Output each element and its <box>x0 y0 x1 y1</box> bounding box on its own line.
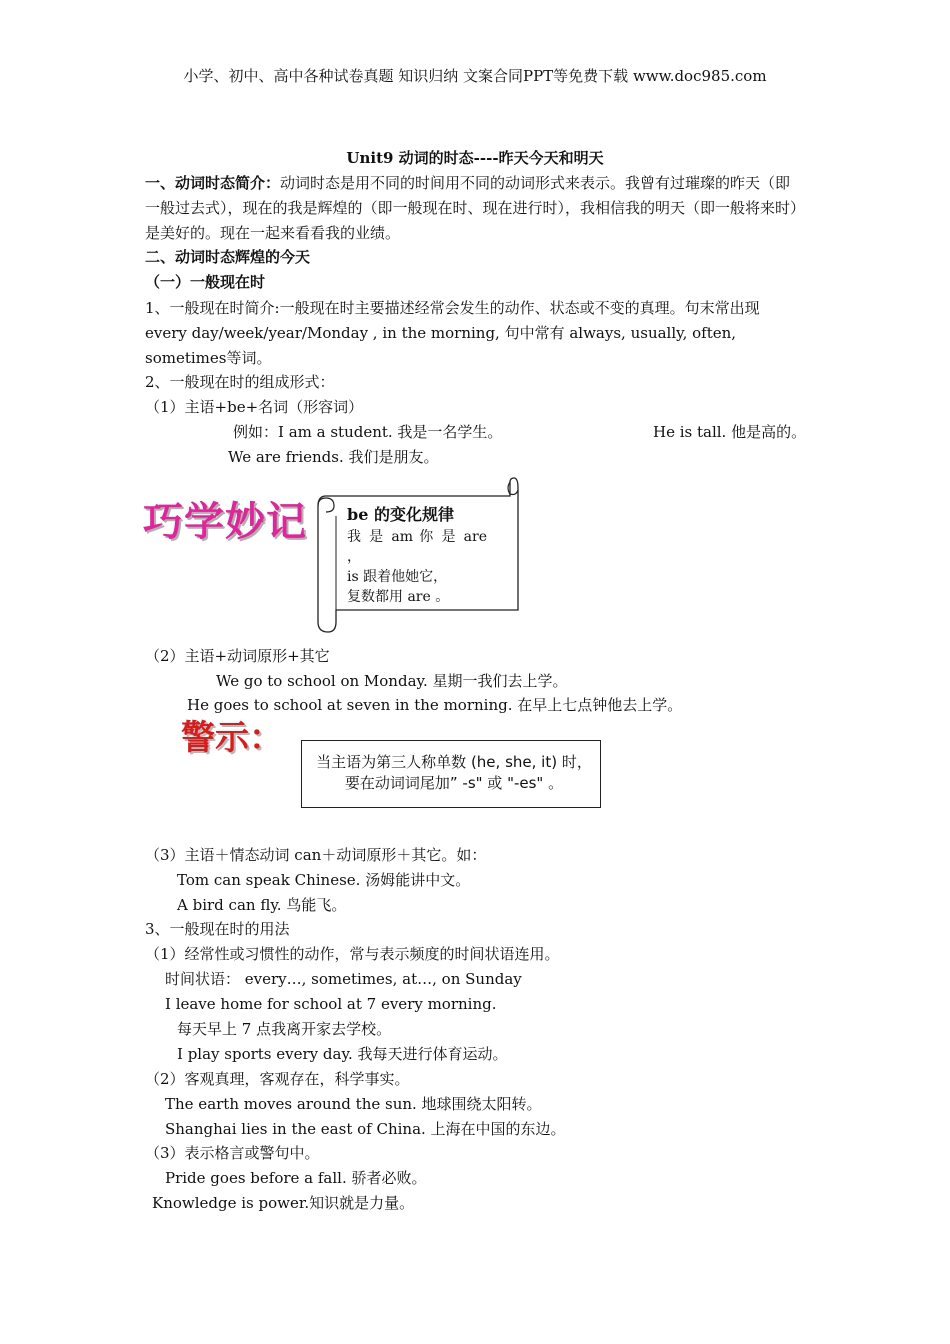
example-1a: 例如：I am a student. 我是一名学生。 <box>233 423 503 441</box>
usage-1-example-zh: 每天早上 7 点我离开家去学校。 <box>177 1020 392 1038</box>
example-3a: Tom can speak Chinese. 汤姆能讲中文。 <box>177 871 471 889</box>
section-present-heading: 二、动词时态辉煌的今天 <box>145 248 311 266</box>
word-art-warning: 警示： <box>181 718 283 758</box>
usage-2-example-1: The earth moves around the sun. 地球围绕太阳转。 <box>165 1095 542 1113</box>
scroll-line-2: is 跟着他她它， <box>347 569 448 585</box>
example-1c: We are friends. 我们是朋友。 <box>228 448 439 466</box>
usage-heading: 3、一般现在时的用法 <box>145 920 290 938</box>
form-3-heading: （3）主语＋情态动词 can＋动词原形＋其它。如： <box>145 846 487 864</box>
document-title: Unit9 动词的时态----昨天今天和明天 <box>346 149 604 167</box>
usage-3-example-2: Knowledge is power.知识就是力量。 <box>152 1194 415 1212</box>
scroll-line-1: 我 是 am 你 是 are ， <box>347 529 487 565</box>
scroll-title: be 的变化规律 <box>347 505 454 524</box>
form-1-heading: （1）主语+be+名词（形容词） <box>145 398 364 416</box>
usage-3-example-1: Pride goes before a fall. 骄者必败。 <box>165 1169 427 1187</box>
composition-heading: 2、一般现在时的组成形式： <box>145 373 335 391</box>
usage-1-example-2: I play sports every day. 我每天进行体育运动。 <box>177 1045 508 1063</box>
simple-present-intro: 1、一般现在时简介:一般现在时主要描述经常会发生的动作、状态或不变的真理。句末常出现 every day/week/year/Monday , in the morning, 句中常有 always, usually, often, sometimes等词。 <box>145 299 760 367</box>
usage-3-heading: （3）表示格言或警句中。 <box>145 1144 320 1162</box>
usage-2-heading: （2）客观真理，客观存在，科学事实。 <box>145 1070 410 1088</box>
section-intro-text: 动词时态是用不同的时间用不同的动词形式来表示。我曾有过璀璨的昨天（即一般过去式），现在的我是辉煌的（即一般现在时、现在进行时），我相信我的明天（即一般将来时）是美好的。现在一起来看看我的业绩。 <box>145 174 798 242</box>
section-intro-heading: 一、动词时态简介： <box>145 174 281 192</box>
page-header: 小学、初中、高中各种试卷真题 知识归纳 文案合同PPT等免费下载 www.doc985.com <box>183 67 767 85</box>
example-2b: He goes to school at seven in the morning. 在早上七点钟他去上学。 <box>187 696 683 714</box>
section-intro <box>145 171 800 246</box>
word-art-memory-tip: 巧学妙记 <box>143 499 307 545</box>
scroll-note <box>347 503 487 607</box>
scroll-line-3: 复数都用 are 。 <box>347 589 450 605</box>
example-1b: He is tall. 他是高的。 <box>653 423 807 441</box>
usage-1-adverbials: 时间状语： every…, sometimes, at…, on Sunday <box>165 970 522 988</box>
usage-1-heading: （1）经常性或习惯性的动作，常与表示频度的时间状语连用。 <box>145 945 560 963</box>
example-2a: We go to school on Monday. 星期一我们去上学。 <box>216 672 568 690</box>
usage-1-example-en: I leave home for school at 7 every morning. <box>165 995 497 1013</box>
warning-note: 当主语为第三人称单数 (he, she, it) 时，要在动词词尾加” -s" 或 "-es" 。 <box>316 753 592 792</box>
subsection-simple-present-heading: （一）一般现在时 <box>145 273 266 291</box>
usage-2-example-2: Shanghai lies in the east of China. 上海在中国的东边。 <box>165 1120 566 1138</box>
form-2-heading: （2）主语+动词原形+其它 <box>145 647 330 665</box>
example-3b: A bird can fly. 鸟能飞。 <box>177 896 347 914</box>
